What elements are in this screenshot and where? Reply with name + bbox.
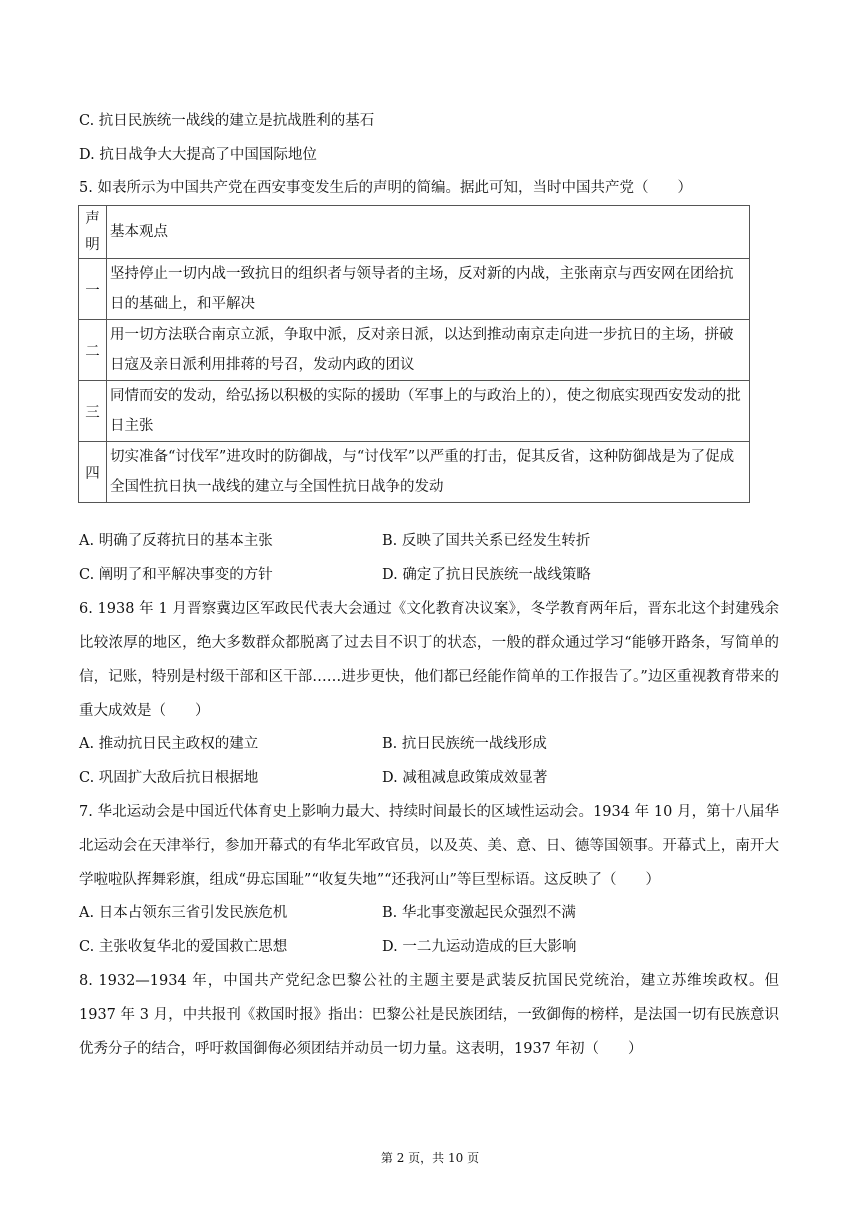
table-row-number: 一: [79, 259, 107, 320]
q7-option-d: D. 一二九运动造成的巨大影响: [382, 939, 577, 955]
table-row: [79, 320, 750, 381]
option-d-prev: D. 抗日战争大大提高了中国国际地位: [79, 147, 317, 163]
q5-option-d: D. 确定了抗日民族统一战线策略: [382, 567, 591, 583]
question-8-stem: 8. 1932—1934 年，中国共产党纪念巴黎公社的主题主要是武装反抗国民党统治，建立苏维埃政权。但 1937 年 3 月，中共报刊《救国时报》指出：巴黎公社是民族团结，一致御侮的榜样，是法国一切有民族意识优秀分子的结合，呼吁救国御侮必须团结并动员一切力量。这表明，1937 年初（ ）: [79, 973, 779, 1057]
table-row: [79, 442, 750, 503]
page-footer: 第 2 页，共 10 页: [380, 1151, 480, 1165]
question-6-stem: 6. 1938 年 1 月晋察冀边区军政民代表大会通过《文化教育决议案》，冬学教育两年后，晋东北这个封建残余比较浓厚的地区，绝大多数群众都脱离了过去目不识丁的状态，一般的群众通过学习“能够开路条，写简单的信，记账，特别是村级干部和区干部……进步更快，他们都已经能作简单的工作报告了。”边区重视教育带来的重大成效是（ ）: [79, 601, 779, 719]
q5-option-b: B. 反映了国共关系已经发生转折: [382, 533, 591, 549]
table-row-number: 三: [79, 381, 107, 442]
table-header-row: [79, 206, 750, 259]
q6-option-a: A. 推动抗日民主政权的建立: [79, 736, 259, 752]
q7-option-a: A. 日本占领东三省引发民族危机: [79, 905, 288, 921]
table-row-number: 四: [79, 442, 107, 503]
table-row: [79, 259, 750, 320]
table-row-number: 二: [79, 320, 107, 381]
q7-option-c: C. 主张收复华北的爱国救亡思想: [79, 939, 288, 955]
q6-option-c: C. 巩固扩大敌后抗日根据地: [79, 770, 259, 786]
q5-option-a: A. 明确了反蒋抗日的基本主张: [79, 533, 273, 549]
table-row-text: 切实准备“讨伐军”进攻时的防御战，与“讨伐军”以严重的打击，促其反省，这种防御战是为了促成全国性抗日执一战线的建立与全国性抗日战争的发动: [107, 442, 750, 503]
table-row-text: 坚持停止一切内战一致抗日的组织者与领导者的主场，反对新的内战，主张南京与西安网在团给抗日的基础上，和平解决: [107, 259, 750, 320]
q6-option-d: D. 减租减息政策成效显著: [382, 770, 548, 786]
question-7-stem: 7. 华北运动会是中国近代体育史上影响力最大、持续时间最长的区域性运动会。1934 年 10 月，第十八届华北运动会在天津举行，参加开幕式的有华北军政官员，以及英、美、意、日、德等国领事。开幕式上，南开大学啦啦队挥舞彩旗，组成“毋忘国耻”“收复失地”“还我河山”等巨型标语。这反映了（ ）: [79, 804, 779, 888]
table-header-viewpoint: 基本观点: [107, 206, 750, 259]
table-row-text: 同情而安的发动，给弘扬以积极的实际的援助（军事上的与政治上的），使之彻底实现西安发动的批日主张: [107, 381, 750, 442]
q5-option-c: C. 阐明了和平解决事变的方针: [79, 567, 273, 583]
q6-option-b: B. 抗日民族统一战线形成: [382, 736, 547, 752]
question-5-stem: 5. 如表所示为中国共产党在西安事变发生后的声明的简编。据此可知，当时中国共产党（ ）: [79, 180, 692, 196]
option-c-prev: C. 抗日民族统一战线的建立是抗战胜利的基石: [79, 113, 375, 129]
table-row: [79, 381, 750, 442]
table-header-statement: 声明: [79, 206, 107, 259]
statement-table: [78, 205, 750, 503]
table-row-text: 用一切方法联合南京立派，争取中派，反对亲日派，以达到推动南京走向进一步抗日的主场，拼破日寇及亲日派利用排蒋的号召，发动内政的团议: [107, 320, 750, 381]
q7-option-b: B. 华北事变激起民众强烈不满: [382, 905, 576, 921]
